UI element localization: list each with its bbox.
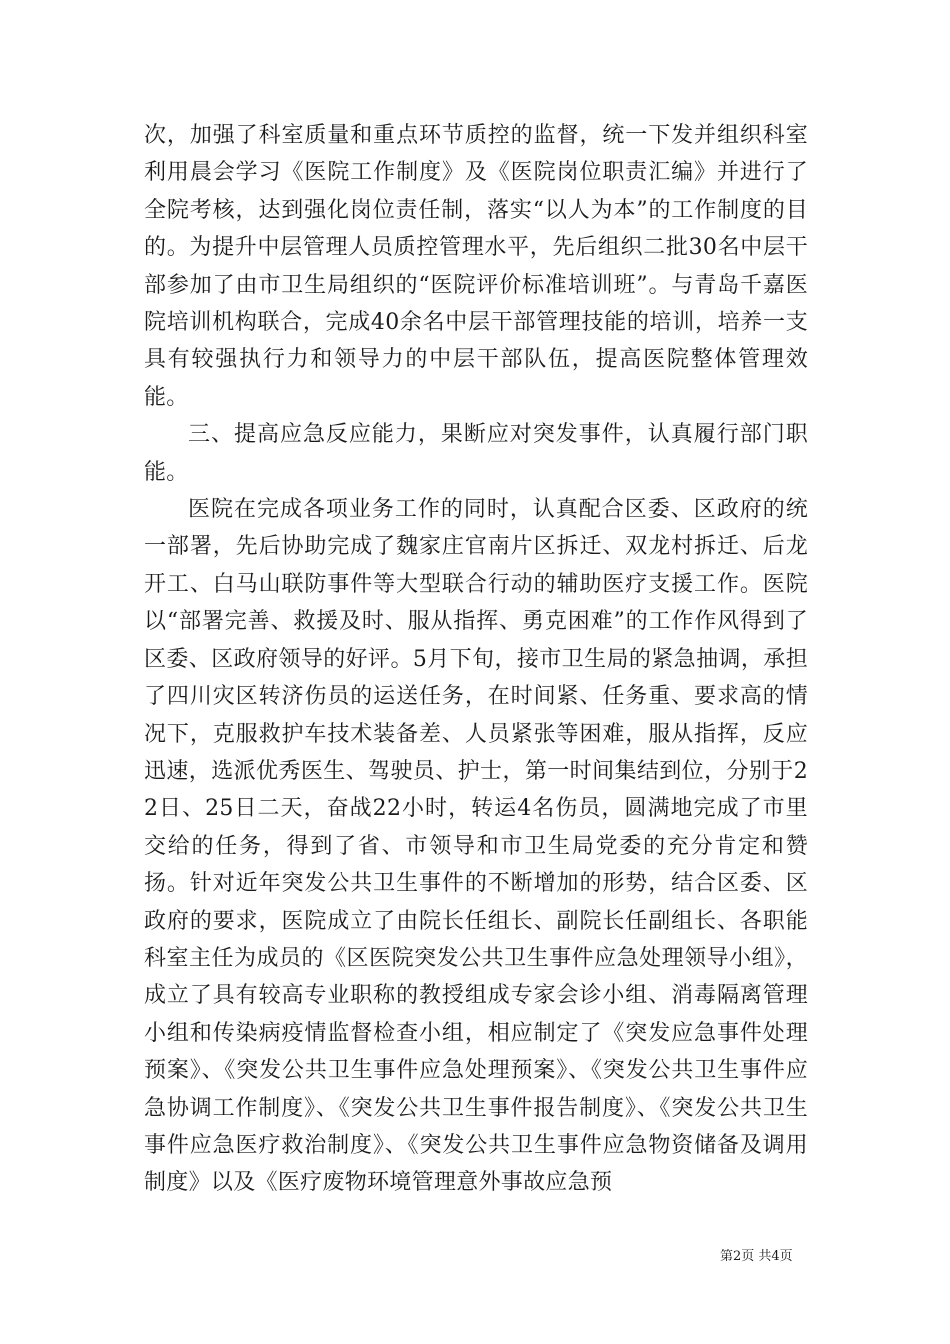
paragraph-emergency-response: 医院在完成各项业务工作的同时，认真配合区委、区政府的统一部署，先后协助完成了魏家庄官南片区拆迁、双龙村拆迁、后龙开工、白马山联防事件等大型联合行动的辅助医疗支援工作。医院以“部署完善、救援及时、服从指挥、勇克困难”的工作作风得到了区委、区政府领导的好评。5月下旬，接市卫生局的紧急抽调，承担了四川灾区转济伤员的运送任务，在时间紧、任务重、要求高的情况下，克服救护车技术装备差、人员紧张等困难，服从指挥，反应迅速，选派优秀医生、驾驶员、护士，第一时间集结到位，分别于22日、25日二天，奋战22小时，转运4名伤员，圆满地完成了市里交给的任务，得到了省、市领导和市卫生局党委的充分肯定和赞扬。针对近年突发公共卫生事件的不断增加的形势，结合区委、区政府的要求，医院成立了由院长任组长、副院长任副组长、各职能科室主任为成员的《区医院突发公共卫生事件应急处理领导小组》，成立了具有较高专业职称的教授组成专家会诊小组、消毒隔离管理小组和传染病疫情监督检查小组，相应制定了《突发应急事件处理预案》、《突发公共卫生事件应急处理预案》、《突发公共卫生事件应急协调工作制度》、《突发公共卫生事件报告制度》、《突发公共卫生事件应急医疗救治制度》、《突发公共卫生事件应急物资储备及调用制度》以及《医疗废物环境管理意外事故应急预 xyxy=(144,497,808,1196)
page-number-footer: 第2页 共4页 xyxy=(720,1249,793,1264)
section-heading-emergency-response: 三、提高应急反应能力，果断应对突发事件，认真履行部门职能。 xyxy=(144,422,808,485)
document-body xyxy=(144,117,808,1202)
paragraph-quality-control: 次，加强了科室质量和重点环节质控的监督，统一下发并组织科室利用晨会学习《医院工作制度》及《医院岗位职责汇编》并进行了全院考核，达到强化岗位责任制，落实“以人为本”的工作制度的目的。为提升中层管理人员质控管理水平，先后组织二批30名中层干部参加了由市卫生局组织的“医院评价标准培训班”。与青岛千嘉医院培训机构联合，完成40余名中层干部管理技能的培训，培养一支具有较强执行力和领导力的中层干部队伍，提高医院整体管理效能。 xyxy=(144,123,808,410)
